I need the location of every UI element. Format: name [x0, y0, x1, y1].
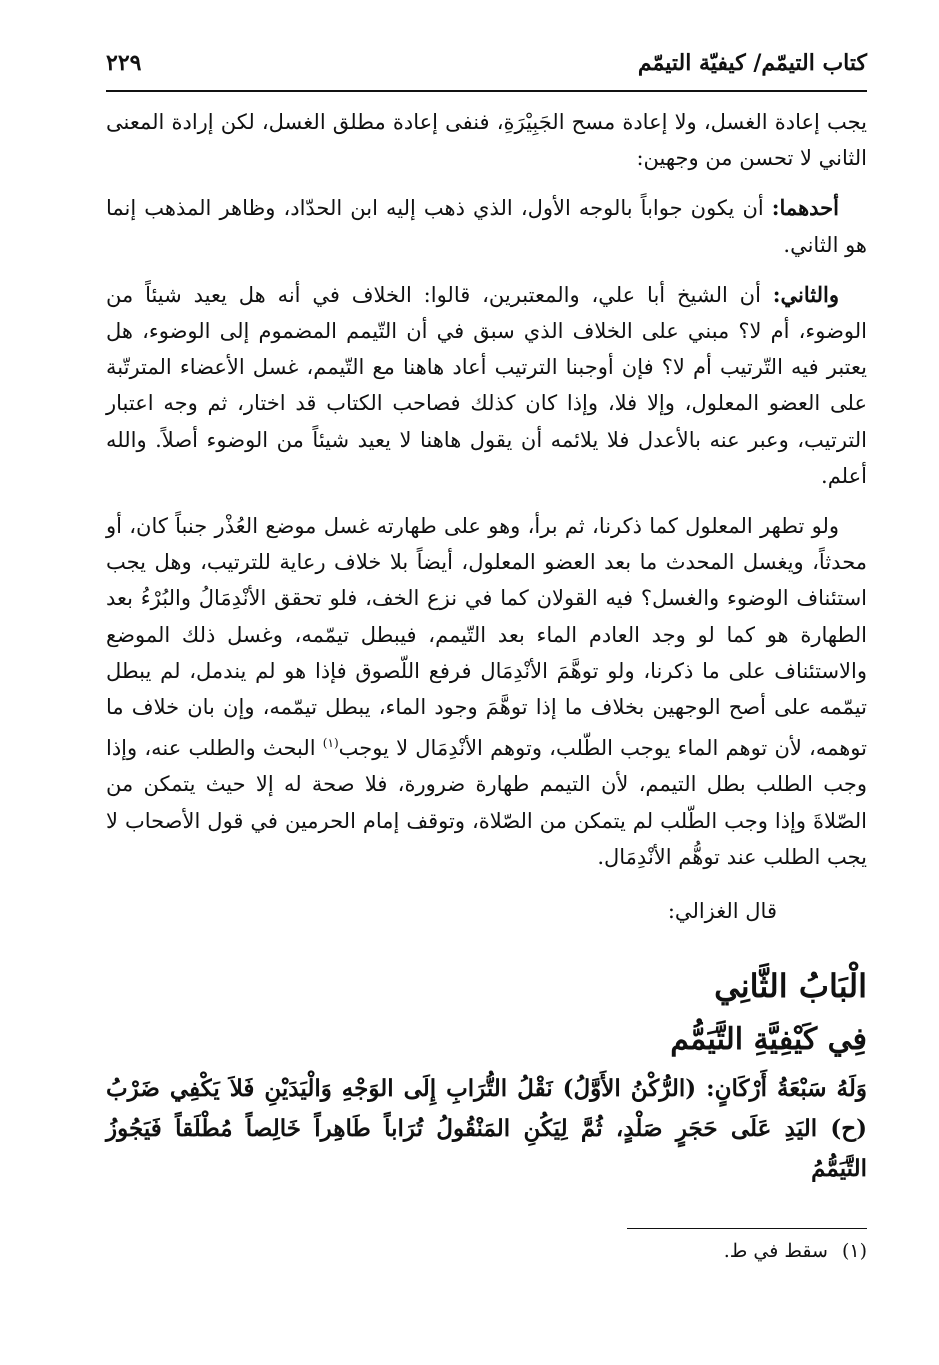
- paragraph-text: أن يكون جواباً بالوجه الأول، الذي ذهب إليه ابن الحدّاد، وظاهر المذهب إنما هو الثاني.: [106, 196, 867, 257]
- paragraph-text: ولو تطهر المعلول كما ذكرنا، ثم برأ، وهو على طهارته غسل موضع العُذْر جنباً كان، أو محدثاً، ويغسل المحدث ما بعد العضو المعلول، أيضاً بلا خلاف رعاية للترتيب، وهل يجب استئناف الوضوء والغسل؟ فيه القولان كما في نزع الخف، فلو تحقق الأنْدِمَالُ والبُرْءُ بعد الطهارة هو كما لو وجد العادم الماء بعد التّيمم، فيبطل تيمّمه، وغسل ذلك الموضع والاستئناف على ما ذكرنا، ولو توهَّمَ الأنْدِمَال فرفع اللّصوق فإذا هو لم يندمل، لم يبطل تيمّمه على أصح الوجهين بخلاف ما إذا توهَّمَ وجود الماء، يبطل تيمّمه، وإن بان خلاف ما توهمه، لأن توهم الماء يوجب الطّلب، وتوهم الأنْدِمَال لا يوجب: [106, 514, 868, 761]
- chapter-title: الْبَابُ الثَّانِي: [714, 967, 867, 1006]
- paragraph: [106, 190, 867, 262]
- header-divider: [106, 90, 867, 92]
- main-text: [106, 104, 867, 1189]
- speaker-label: قال الغزالي:: [667, 899, 777, 924]
- paragraph-lead: والثاني:: [772, 281, 839, 307]
- footnote: [724, 1240, 867, 1262]
- running-title: كتاب التيمّم/ كيفيّة التيمّم: [637, 50, 867, 76]
- page-header: [106, 44, 867, 82]
- paragraph: [106, 508, 867, 875]
- footnote-divider: [627, 1228, 867, 1229]
- paragraph-text: أن الشيخ أبا علي، والمعتبرين، قالوا: الخلاف في أنه هل يعيد شيئاً من الوضوء، أم لا؟ مبني على الخلاف الذي سبق في أن التّيمم المضموم إلى الوضوء، هل يعتبر فيه التّرتيب أم لا؟ فإن أوجبنا الترتيب أعاد هاهنا مع التّيمم، غسل الأعضاء المترتّبة على العضو المعلول، وإلا فلا، وإذا كان كذلك فصاحب الكتاب قد اختار، ثم وجه اعتبار الترتيب، وعبر عنه بالأعدل فلا يلائمه أن يقول هاهنا لا يعيد شيئاً من الوضوء أصلاً. والله أعلم.: [106, 282, 867, 488]
- paragraph-lead: أحدهما:: [771, 195, 839, 221]
- paragraph: يجب إعادة الغسل، ولا إعادة مسح الجَبِيْرَةِ، فنفى إعادة مطلق الغسل، لكن إرادة المعنى الثاني لا تحسن من وجهين:: [106, 110, 867, 171]
- footnote-number: (١): [841, 1240, 867, 1262]
- matn-quote: وَلَهُ سَبْعَةُ أَرْكَانٍ: (الرُّكْنُ الأَوَّلُ) نَقْلُ التُّرَابِ إِلَى الوَجْهِ وَالْيَدَيْنِ فَلاَ يَكْفِي ضَرْبُ (ح) اليَدِ عَلَى حَجَرٍ صَلْدٍ، ثُمَّ لِيَكُنِ المَنْقُولُ تُرَاباً طَاهِراً خَالِصاً مُطْلَقاً فَيَجُوزُ التَّيَمُّمُ: [106, 1075, 867, 1183]
- paragraph: [106, 277, 867, 494]
- paragraph-text: البحث والطلب عنه، وإذا وجب الطلب بطل التيمم، لأن التيمم طهارة ضرورة، فلا صحة له إلا حيث يتمكن من الصّلاةَ وإذا وجب الطّلب لم يتمكن من الصّلاة، وتوقف إمام الحرمين في قول الأصحاب لا يجب الطلب عند توهُّم الأنْدِمَال.: [106, 736, 867, 869]
- page-number: ٢٢٩: [106, 50, 142, 76]
- footnote-marker[interactable]: (١): [322, 736, 339, 751]
- chapter-subtitle: فِي كَيْفِيَّةِ التَّيَمُّم: [670, 1022, 867, 1058]
- footnote-text: سقط في ط.: [723, 1240, 828, 1262]
